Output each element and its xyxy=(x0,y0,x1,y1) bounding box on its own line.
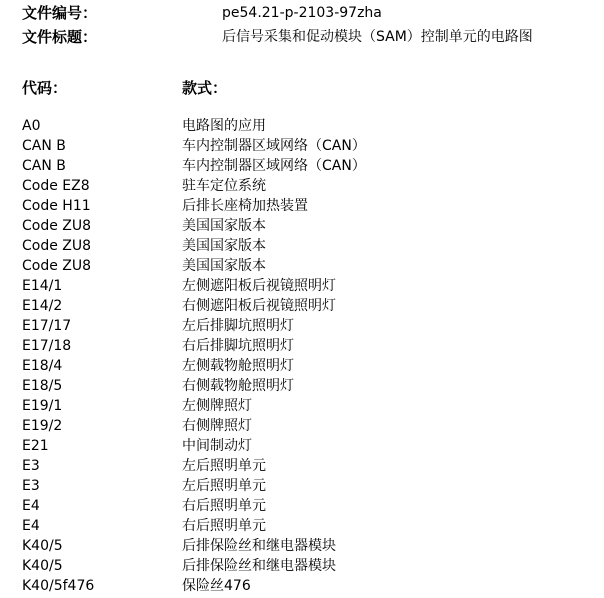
list-item xyxy=(22,156,602,176)
list-item xyxy=(22,436,602,456)
style-column-header: 款式： xyxy=(182,79,228,97)
style-cell: 车内控制器区域网络（CAN） xyxy=(182,138,366,154)
code-cell: E17/18 xyxy=(22,338,72,354)
list-item xyxy=(22,336,602,356)
code-cell: E14/2 xyxy=(22,298,63,314)
style-cell: 右后照明单元 xyxy=(182,518,266,534)
list-item xyxy=(22,176,602,196)
style-cell: 驻车定位系统 xyxy=(182,178,266,194)
doc-title-row xyxy=(22,27,602,47)
doc-number-row xyxy=(22,3,602,23)
list-item xyxy=(22,116,602,136)
list-item xyxy=(22,276,602,296)
code-cell: A0 xyxy=(22,118,41,134)
doc-title-label: 文件标题： xyxy=(22,28,98,46)
style-cell: 美国国家版本 xyxy=(182,258,266,274)
style-cell: 中间制动灯 xyxy=(182,438,252,454)
style-cell: 右侧牌照灯 xyxy=(182,418,252,434)
code-cell: E19/2 xyxy=(22,418,63,434)
list-item xyxy=(22,316,602,336)
list-item xyxy=(22,516,602,536)
list-item xyxy=(22,416,602,436)
style-cell: 后排长座椅加热装置 xyxy=(182,198,308,214)
style-cell: 右侧遮阳板后视镜照明灯 xyxy=(182,298,336,314)
code-cell: Code ZU8 xyxy=(22,258,92,274)
list-item xyxy=(22,456,602,476)
list-item xyxy=(22,216,602,236)
style-cell: 左侧载物舱照明灯 xyxy=(182,358,294,374)
doc-number-value: pe54.21-p-2103-97zha xyxy=(222,5,382,21)
style-cell: 右侧载物舱照明灯 xyxy=(182,378,294,394)
list-item xyxy=(22,236,602,256)
code-cell: E14/1 xyxy=(22,278,63,294)
list-item xyxy=(22,576,602,596)
style-cell: 左侧牌照灯 xyxy=(182,398,252,414)
code-cell: K40/5 xyxy=(22,558,63,574)
style-cell: 右后照明单元 xyxy=(182,498,266,514)
list-item xyxy=(22,536,602,556)
code-cell: E21 xyxy=(22,438,49,454)
style-cell: 左后排脚坑照明灯 xyxy=(182,318,294,334)
list-item xyxy=(22,556,602,576)
code-cell: E19/1 xyxy=(22,398,63,414)
code-cell: Code H11 xyxy=(22,198,91,214)
style-cell: 美国国家版本 xyxy=(182,218,266,234)
code-cell: CAN B xyxy=(22,158,66,174)
list-item xyxy=(22,136,602,156)
list-item xyxy=(22,296,602,316)
code-cell: Code ZU8 xyxy=(22,218,92,234)
doc-number-label: 文件编号： xyxy=(22,4,98,22)
style-cell: 左后照明单元 xyxy=(182,478,266,494)
code-cell: E18/5 xyxy=(22,378,63,394)
list-item xyxy=(22,396,602,416)
style-cell: 后排保险丝和继电器模块 xyxy=(182,558,336,574)
code-cell: K40/5f476 xyxy=(22,578,95,594)
style-cell: 后排保险丝和继电器模块 xyxy=(182,538,336,554)
style-cell: 右后排脚坑照明灯 xyxy=(182,338,294,354)
style-cell: 保险丝476 xyxy=(182,578,251,594)
code-list xyxy=(22,116,602,596)
doc-title-value: 后信号采集和促动模块（SAM）控制单元的电路图 xyxy=(222,29,533,45)
code-cell: E4 xyxy=(22,498,40,514)
style-cell: 左侧遮阳板后视镜照明灯 xyxy=(182,278,336,294)
style-cell: 左后照明单元 xyxy=(182,458,266,474)
style-cell: 美国国家版本 xyxy=(182,238,266,254)
code-cell: E18/4 xyxy=(22,358,63,374)
code-cell: E3 xyxy=(22,478,40,494)
code-cell: K40/5 xyxy=(22,538,63,554)
list-item xyxy=(22,196,602,216)
style-cell: 电路图的应用 xyxy=(182,118,266,134)
code-cell: Code EZ8 xyxy=(22,178,90,194)
list-item xyxy=(22,496,602,516)
code-cell: E17/17 xyxy=(22,318,72,334)
list-item xyxy=(22,476,602,496)
style-cell: 车内控制器区域网络（CAN） xyxy=(182,158,366,174)
code-cell: Code ZU8 xyxy=(22,238,92,254)
list-item xyxy=(22,356,602,376)
code-column-header: 代码： xyxy=(22,79,68,97)
code-cell: CAN B xyxy=(22,138,66,154)
list-item xyxy=(22,376,602,396)
list-item xyxy=(22,256,602,276)
code-cell: E3 xyxy=(22,458,40,474)
code-cell: E4 xyxy=(22,518,40,534)
